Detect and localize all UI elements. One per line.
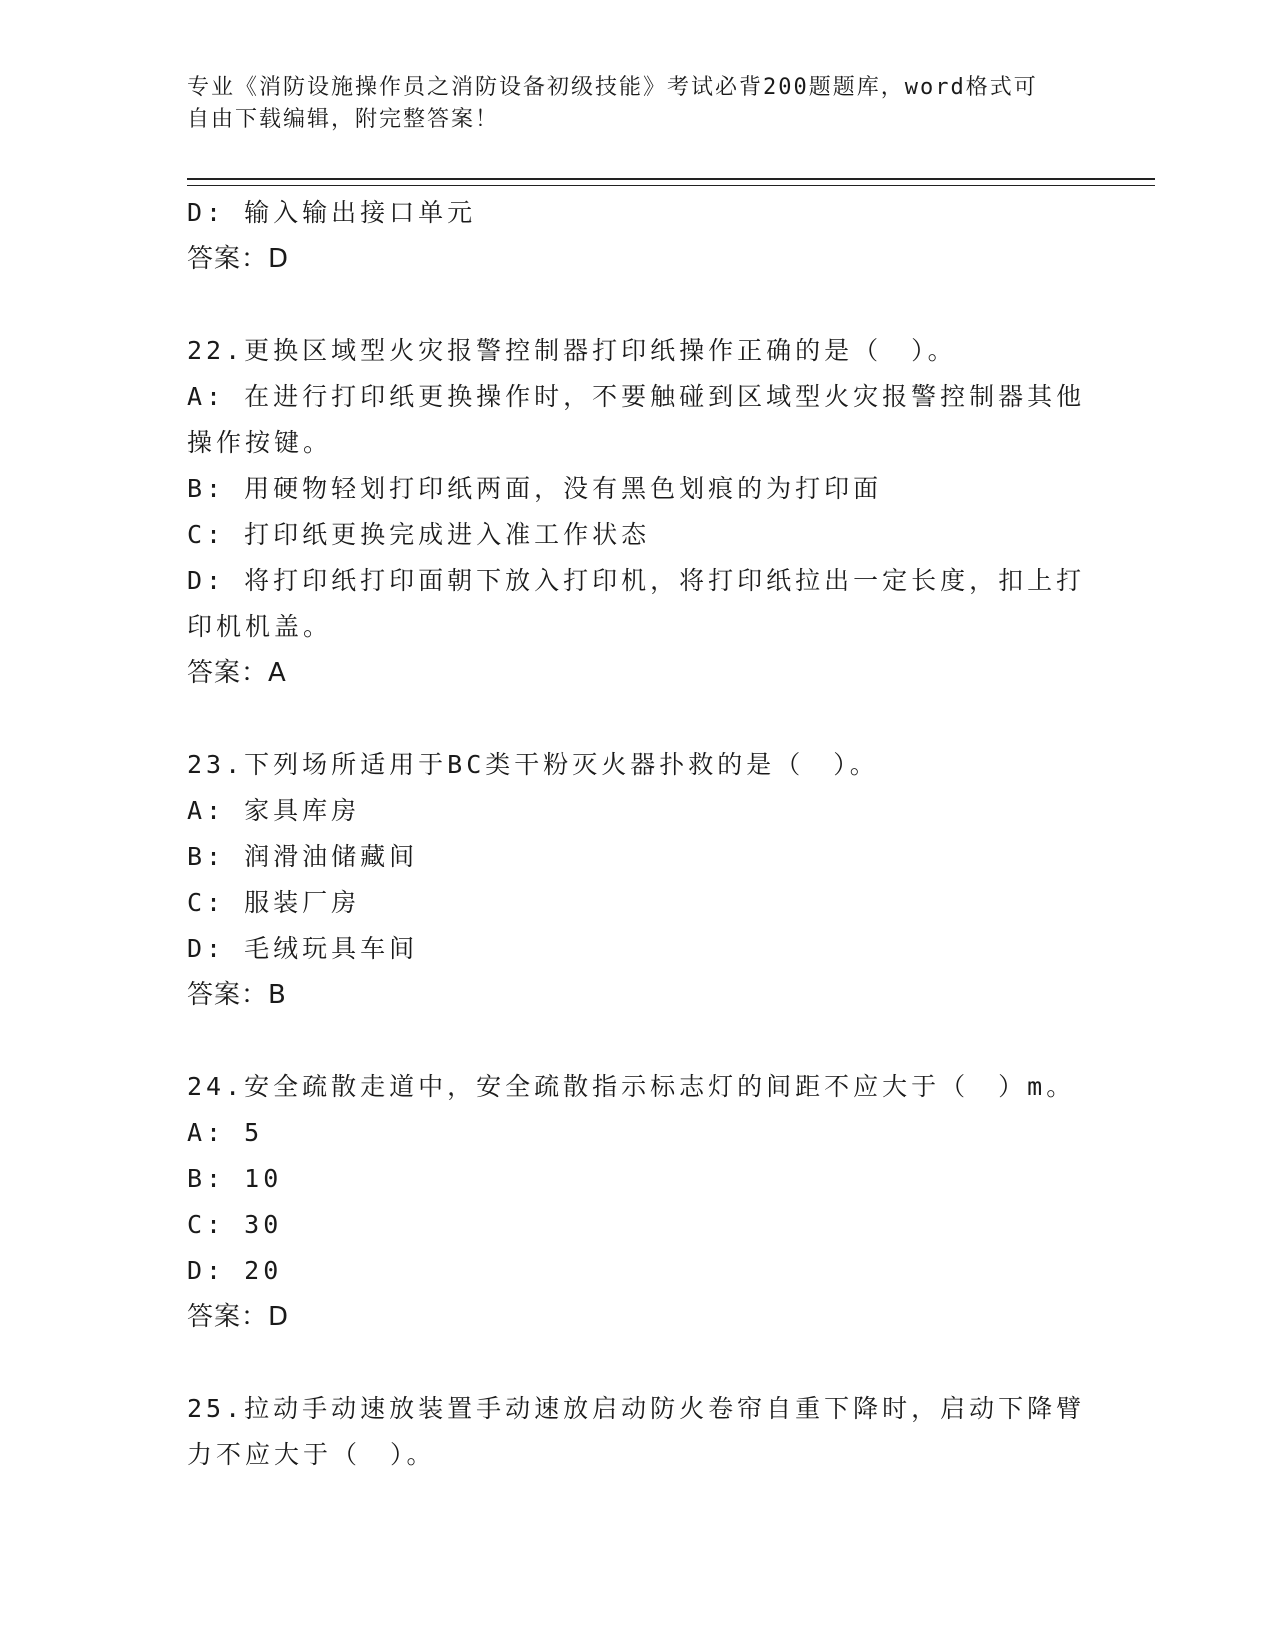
option-a: A: 家具库房 [187, 796, 361, 825]
option-a: A: 在进行打印纸更换操作时，不要触碰到区域型火灾报警控制器其他 [187, 382, 1086, 411]
option-a: A: 5 [187, 1118, 264, 1147]
spacer [187, 282, 1087, 328]
option-c: C: 30 [187, 1210, 283, 1239]
option-d: D: 毛绒玩具车间 [187, 934, 419, 963]
answer-line: 答案：D [187, 1302, 290, 1332]
question-24: 24.安全疏散走道中，安全疏散指示标志灯的间距不应大于（ ）m。 [187, 1072, 1076, 1101]
option-d: D: 20 [187, 1256, 283, 1285]
spacer [187, 696, 1087, 742]
option-d: D: 将打印纸打印面朝下放入打印机，将打印纸拉出一定长度，扣上打 [187, 566, 1086, 595]
question-23: 23.下列场所适用于BC类干粉灭火器扑救的是（ ）。 [187, 750, 879, 779]
spacer [187, 1340, 1087, 1386]
option-c: C: 服装厂房 [187, 888, 361, 917]
question-22: 22.更换区域型火灾报警控制器打印纸操作正确的是（ ）。 [187, 336, 957, 365]
header-line-2: 自由下载编辑，附完整答案！ [187, 107, 500, 132]
question-25-continued: 力不应大于（ ）。 [187, 1440, 436, 1469]
option-b: B: 10 [187, 1164, 283, 1193]
header-line-1: 专业《消防设施操作员之消防设备初级技能》考试必背200题题库，word格式可 [187, 75, 1038, 100]
option-c: C: 打印纸更换完成进入准工作状态 [187, 520, 651, 549]
document-header [187, 72, 1077, 136]
header-divider [187, 178, 1155, 186]
answer-line: 答案：B [187, 980, 287, 1010]
option-d: D: 输入输出接口单元 [187, 198, 477, 227]
question-25: 25.拉动手动速放装置手动速放启动防火卷帘自重下降时，启动下降臂 [187, 1394, 1086, 1423]
option-a-continued: 操作按键。 [187, 428, 333, 457]
question-content [187, 190, 1087, 1478]
option-b: B: 用硬物轻划打印纸两面，没有黑色划痕的为打印面 [187, 474, 883, 503]
spacer [187, 1018, 1087, 1064]
answer-line: 答案：A [187, 658, 287, 688]
answer-line: 答案：D [187, 244, 290, 274]
option-b: B: 润滑油储藏间 [187, 842, 419, 871]
option-d-continued: 印机机盖。 [187, 612, 333, 641]
